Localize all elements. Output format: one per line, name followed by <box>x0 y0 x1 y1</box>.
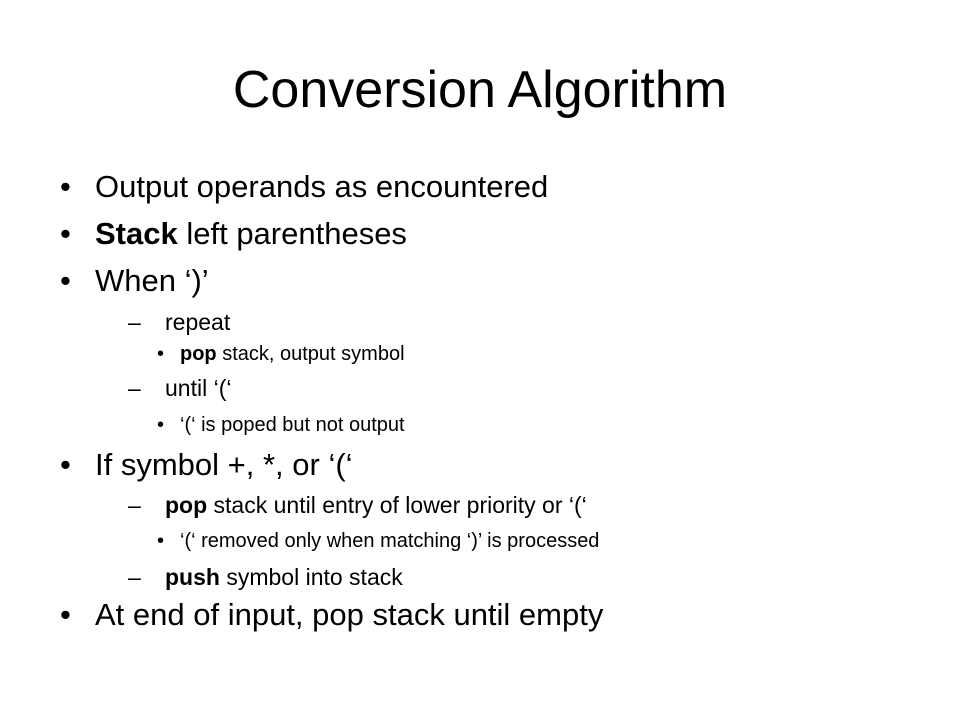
dash-marker: – <box>128 375 141 401</box>
bullet-text <box>180 413 405 437</box>
text-segment: ‘(‘ removed only when matching ‘)’ is processed <box>180 530 600 552</box>
dash-marker: – <box>128 564 141 590</box>
bullet-marker: • <box>157 414 165 436</box>
bullet-marker: • <box>157 530 165 552</box>
text-segment: stack until entry of lower priority or ‘(‘ <box>207 492 587 518</box>
bullet-text <box>165 308 230 336</box>
bullet-text <box>165 374 231 402</box>
bullet-marker: • <box>60 216 71 251</box>
bullet-text <box>180 529 599 553</box>
bullet-text <box>95 447 353 483</box>
dash-marker: – <box>128 309 141 335</box>
text-segment-bold: Stack <box>95 216 178 251</box>
bullet-text <box>95 169 548 205</box>
text-segment: Output operands as encountered <box>95 169 549 204</box>
text-segment: left parentheses <box>177 216 407 251</box>
bullet-text <box>95 263 209 299</box>
bullet-text <box>95 216 407 252</box>
text-segment: If symbol +, *, or ‘(‘ <box>95 447 353 482</box>
bullet-marker: • <box>60 169 71 204</box>
bullet-text <box>165 491 587 519</box>
text-segment: repeat <box>165 309 231 335</box>
bullet-marker: • <box>60 447 71 482</box>
text-segment: ‘(‘ is poped but not output <box>180 414 405 436</box>
text-segment: symbol into stack <box>219 564 403 590</box>
bullet-text <box>180 342 405 366</box>
bullet-marker: • <box>157 343 165 365</box>
bullet-text <box>165 563 403 591</box>
text-segment: until ‘(‘ <box>165 375 232 401</box>
text-segment: stack, output symbol <box>216 343 405 365</box>
text-segment-bold: pop <box>180 343 217 365</box>
bullet-marker: • <box>60 597 71 632</box>
text-segment-bold: push <box>165 564 220 590</box>
bullet-text <box>95 597 603 633</box>
slide-title: Conversion Algorithm <box>232 61 728 119</box>
text-segment: At end of input, pop stack until empty <box>95 597 604 632</box>
text-segment: When ‘)’ <box>95 263 209 298</box>
dash-marker: – <box>128 492 141 518</box>
bullet-marker: • <box>60 263 71 298</box>
text-segment-bold: pop <box>165 492 208 518</box>
